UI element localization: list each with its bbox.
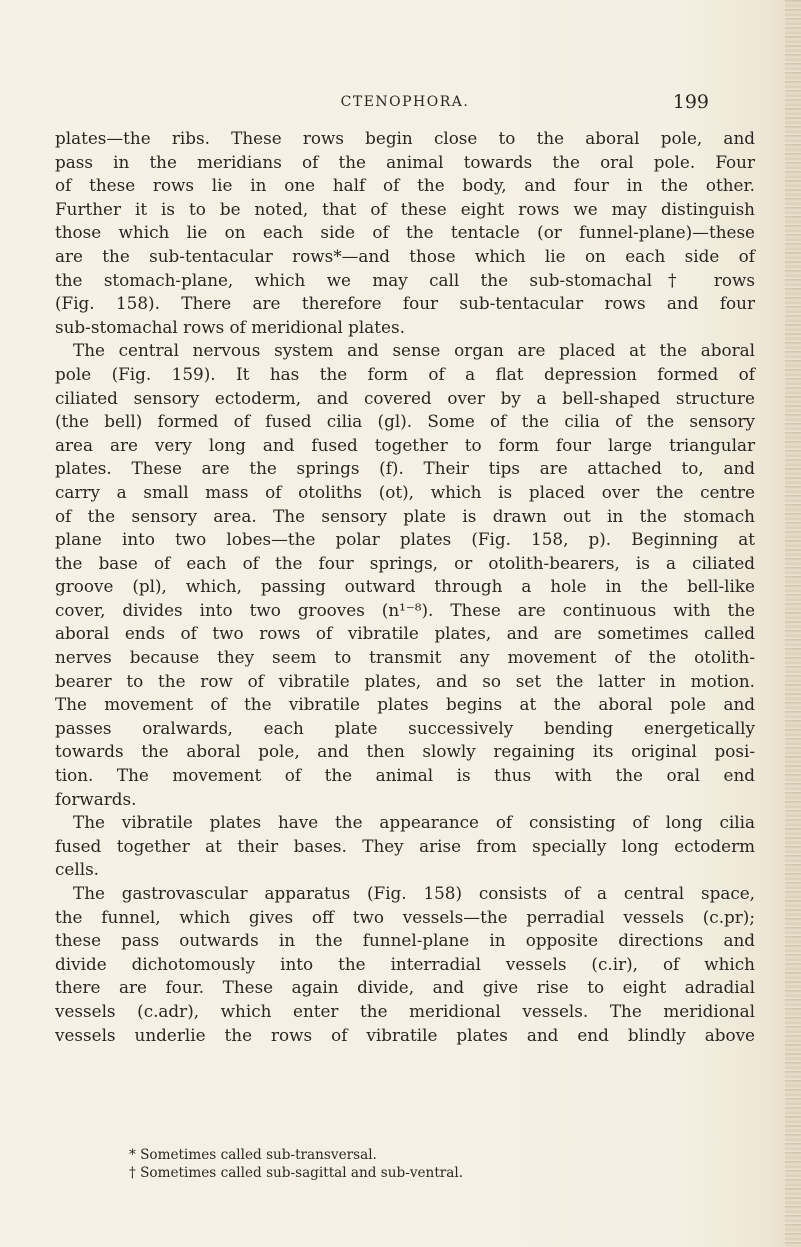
running-title: CTENOPHORA. [340,94,470,110]
text-line: aboral ends of two rows of vibratile plates, and are sometimes called [55,623,755,644]
text-line: pole (Fig. 159). It has the form of a flat depression formed of [55,363,755,384]
text-line: The central nervous system and sense organ are placed at the aboral [73,340,755,361]
text-line: are the sub-tentacular rows*—and those which lie on each side of [55,245,755,266]
text-line: of the sensory area. The sensory plate is drawn out in the stomach [55,505,755,526]
text-line: nerves because they seem to transmit any movement of the otolith- [55,647,755,668]
text-line: divide dichotomously into the interradial vessels (c.ir), of which [55,953,755,974]
text-line: the stomach-plane, which we may call the sub-stomachal† rows [55,269,755,290]
text-line: there are four. These again divide, and give rise to eight adradial [55,977,755,998]
text-line: pass in the meridians of the animal towards the oral pole. Four [55,151,755,172]
footnotes [55,1146,755,1182]
text-line: bearer to the row of vibratile plates, and so set the latter in motion. [55,670,755,691]
text-line: Further it is to be noted, that of these eight rows we may distinguish [55,198,755,219]
text-line: forwards. [55,788,137,809]
text-line: (the bell) formed of fused cilia (gl). Some of the cilia of the sensory [55,411,755,432]
text-line: cover, divides into two grooves (n¹⁻⁸). These are continuous with the [55,599,755,620]
text-line: plates—the ribs. These rows begin close to the aboral pole, and [55,128,755,148]
text-line: these pass outwards in the funnel-plane in opposite directions and [55,930,755,951]
text-line: groove (pl), which, passing outward through a hole in the bell-like [55,576,755,597]
footnote: * Sometimes called sub-transversal. [129,1147,377,1163]
text-line: those which lie on each side of the tentacle (or funnel-plane)—these [55,222,755,243]
text-line: the funnel, which gives off two vessels—the perradial vessels (c.pr); [55,906,755,927]
text-line: The movement of the vibratile plates begins at the aboral pole and [55,694,755,715]
page-number: 199 [672,91,709,113]
text-line: The vibratile plates have the appearance of consisting of long cilia [73,812,755,833]
text-line: vessels underlie the rows of vibratile plates and end blindly above [55,1024,755,1045]
text-line: plane into two lobes—the polar plates (Fig. 158, p). Beginning at [55,529,755,550]
text-line: vessels (c.adr), which enter the meridional vessels. The meridional [55,1000,755,1021]
footnote: † Sometimes called sub-sagittal and sub-ventral. [129,1165,464,1181]
text-line: (Fig. 158). There are therefore four sub-tentacular rows and four [55,293,755,314]
text-line: of these rows lie in one half of the body, and four in the other. [55,175,755,196]
text-line: carry a small mass of otoliths (ot), which is placed over the centre [55,481,755,502]
text-line: passes oralwards, each plate successively bending energetically [55,717,755,738]
running-head [55,92,755,114]
text-line: ciliated sensory ectoderm, and covered over by a bell-shaped structure [55,387,755,408]
text-line: tion. The movement of the animal is thus with the oral end [55,765,755,786]
text-line: towards the aboral pole, and then slowly regaining its original posi- [55,741,755,762]
text-line: plates. These are the springs (f). Their tips are attached to, and [55,458,755,479]
text-line: area are very long and fused together to form four large triangular [55,434,755,455]
page-binding-edge [785,0,801,1247]
text-line: cells. [55,859,100,880]
text-line: fused together at their bases. They arise from specially long ectoderm [55,835,755,856]
text-line: sub-stomachal rows of meridional plates. [55,316,405,337]
text-line: the base of each of the four springs, or otolith-bearers, is a ciliated [55,552,755,573]
body-text [55,127,755,1047]
text-line: The gastrovascular apparatus (Fig. 158) consists of a central space, [73,883,755,903]
